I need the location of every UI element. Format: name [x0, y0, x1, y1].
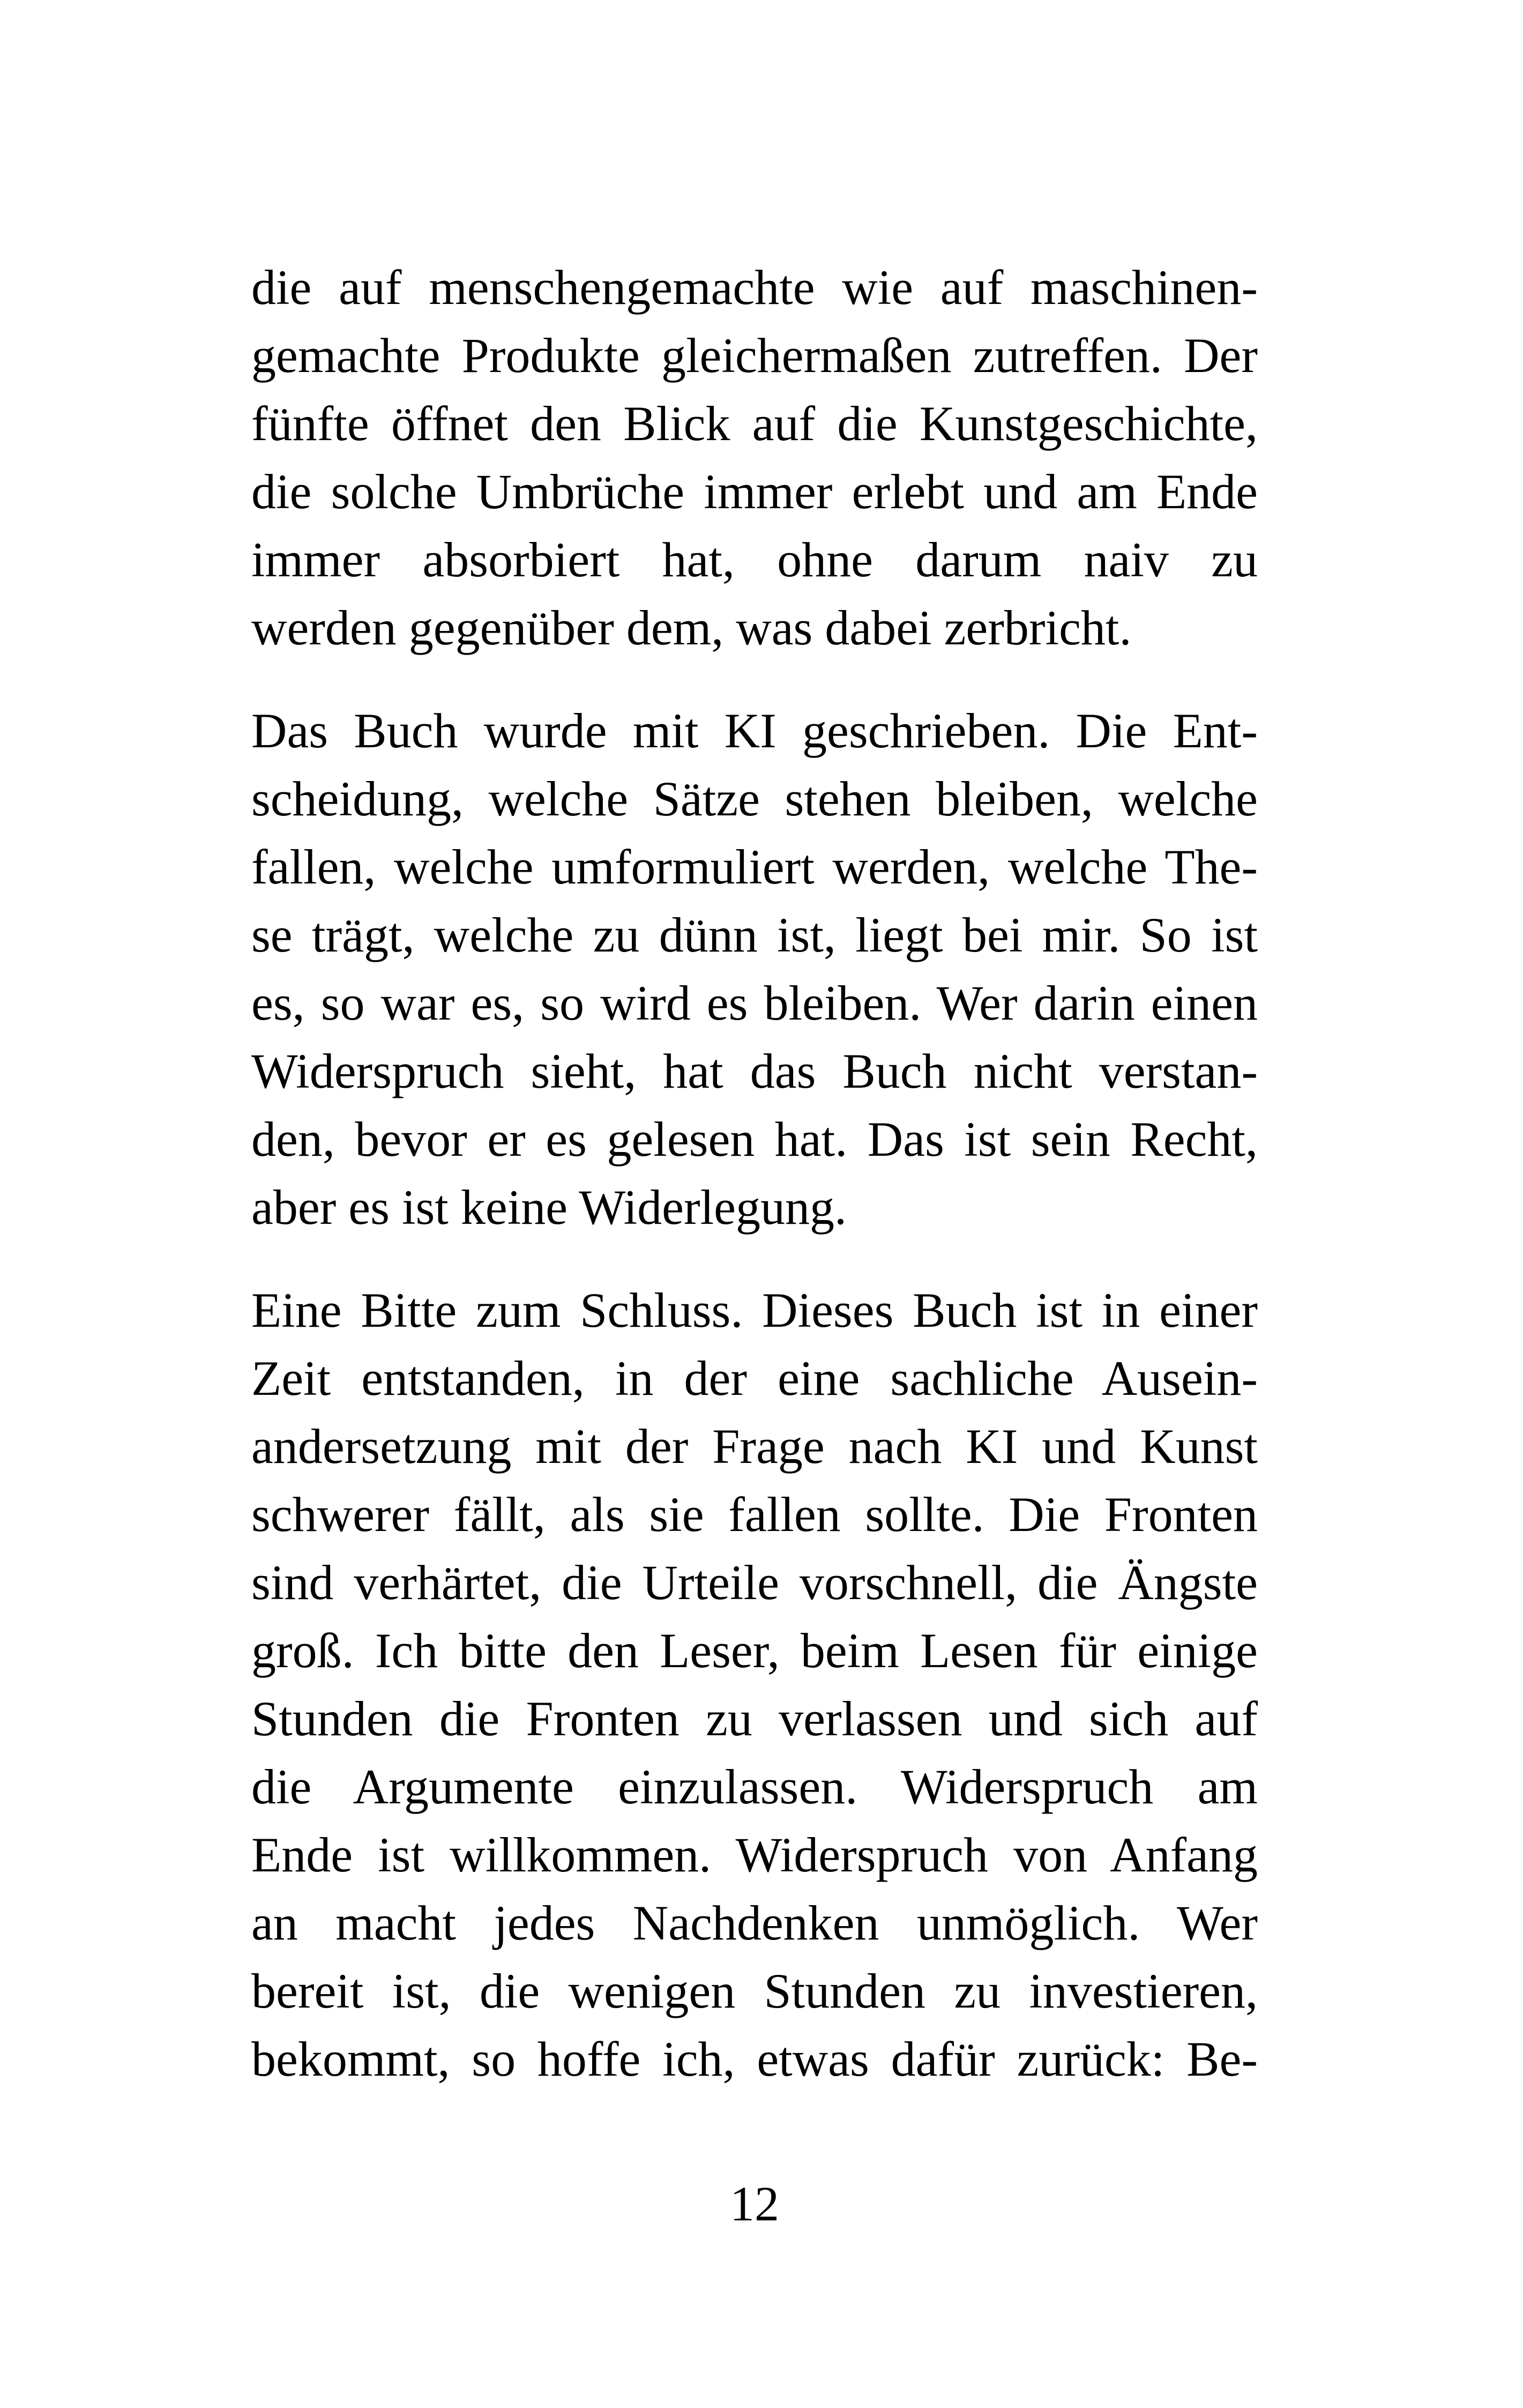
- text-line: gemachte Produkte gleichermaßen zutreffen. Der: [251, 328, 1258, 383]
- text-line: bereit ist, die wenigen Stunden zu investieren,: [251, 1964, 1258, 2018]
- text-line: an macht jedes Nachdenken unmöglich. Wer: [251, 1896, 1258, 1950]
- text-line: die Argumente einzulassen. Widerspruch am: [251, 1759, 1258, 1814]
- text-line: Das Buch wurde mit KI geschrieben. Die Ent-: [251, 703, 1258, 758]
- text-line: Ende ist willkommen. Widerspruch von Anfang: [251, 1827, 1258, 1882]
- text-line: sind verhärtet, die Urteile vorschnell, die Ängste: [251, 1555, 1258, 1610]
- text-line: Stunden die Fronten zu verlassen und sich auf: [251, 1691, 1258, 1746]
- text-line: bekommt, so hoffe ich, etwas dafür zurück: Be-: [251, 2032, 1258, 2086]
- text-line: se trägt, welche zu dünn ist, liegt bei mir. So ist: [251, 908, 1258, 962]
- text-line: Widerspruch sieht, hat das Buch nicht verstan-: [251, 1044, 1258, 1098]
- text-line: es, so war es, so wird es bleiben. Wer darin einen: [251, 976, 1258, 1030]
- text-line: Zeit entstanden, in der eine sachliche Ausein-: [251, 1351, 1258, 1406]
- body-text: [251, 254, 1258, 2128]
- paragraph: [251, 697, 1258, 1242]
- text-line: den, bevor er es gelesen hat. Das ist sein Recht,: [251, 1112, 1258, 1166]
- text-line: schwerer fällt, als sie fallen sollte. Die Fronten: [251, 1487, 1258, 1542]
- text-line: andersetzung mit der Frage nach KI und Kunst: [251, 1419, 1258, 1474]
- text-line: aber es ist keine Widerlegung.: [251, 1180, 847, 1235]
- page-number: 12: [730, 2176, 779, 2231]
- text-line: immer absorbiert hat, ohne darum naiv zu: [251, 532, 1258, 587]
- text-line: fallen, welche umformuliert werden, welche The-: [251, 839, 1258, 894]
- paragraph: [251, 1276, 1258, 2093]
- text-line: fünfte öffnet den Blick auf die Kunstgeschichte,: [251, 396, 1258, 451]
- paragraph: [251, 254, 1258, 662]
- text-line: scheidung, welche Sätze stehen bleiben, welche: [251, 771, 1258, 826]
- text-line: werden gegenüber dem, was dabei zerbricht.: [251, 600, 1132, 655]
- text-line: groß. Ich bitte den Leser, beim Lesen für einige: [251, 1623, 1258, 1678]
- text-line: die auf menschengemachte wie auf maschinen-: [251, 260, 1258, 315]
- text-line: Eine Bitte zum Schluss. Dieses Buch ist in einer: [251, 1283, 1258, 1337]
- text-line: die solche Umbrüche immer erlebt und am Ende: [251, 464, 1258, 519]
